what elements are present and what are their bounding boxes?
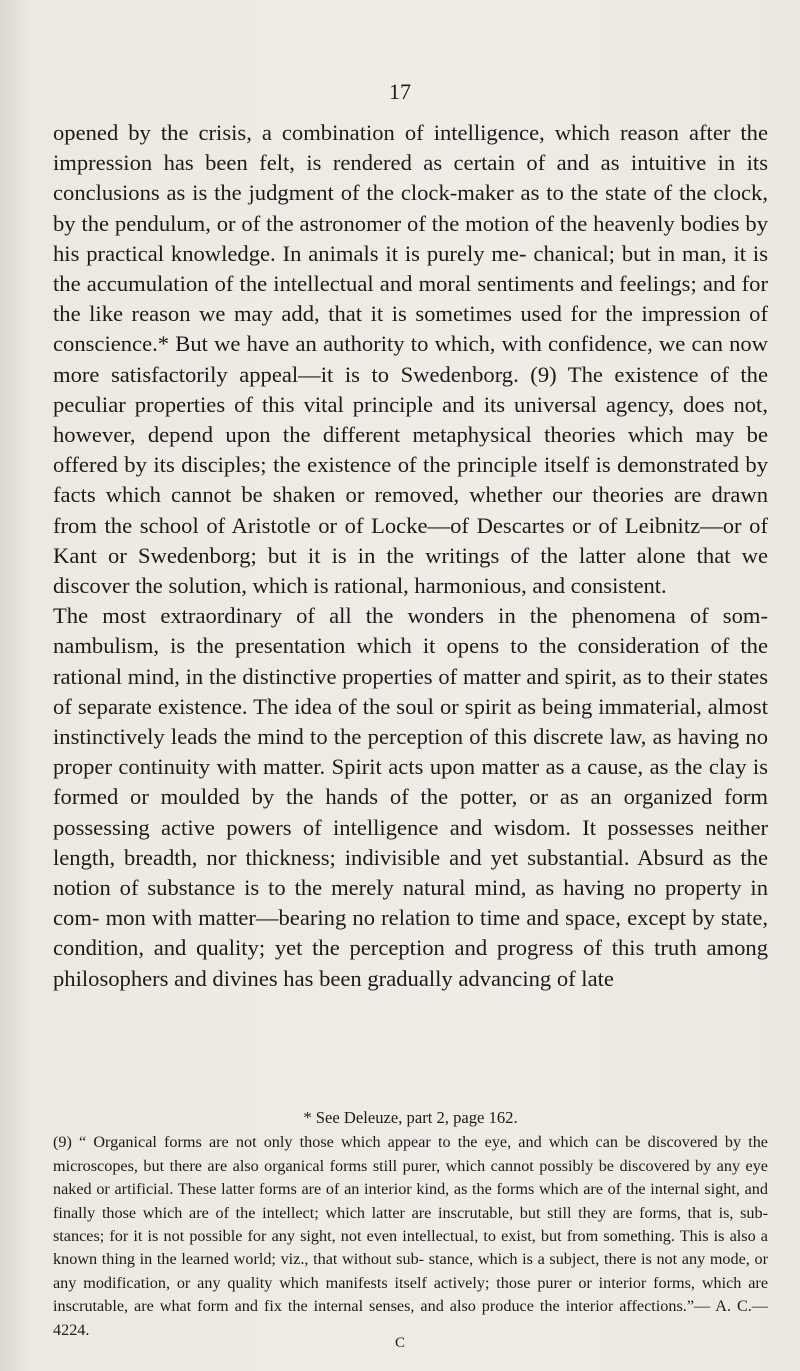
signature-mark: C: [394, 1335, 405, 1351]
paragraph-1: opened by the crisis, a combination of intelligence, which reason after the impression has been felt, is rendered as certain of and as intuitive in its conclusions as is the judgment of the clock-maker as to the state of the clock, by the pendulum, or of the astronomer of the motion of the heavenly bodies by his practical knowledge. In animals it is purely me- chanical; but in man, it is the accumulation of the intellectual and moral sentiments and feelings; and for the like reason we may add, that it is sometimes used for the impression of conscience.* But we have an authority to which, with confidence, we can now more satisfactorily appeal—it is to Swedenborg. (9) The existence of the peculiar properties of this vital principle and its universal agency, does not, however, depend upon the different metaphysical theories which may be offered by its disciples; the existence of the principle itself is demonstrated by facts which cannot be shaken or removed, whether our theories are drawn from the school of Aristotle or of Locke—of Descartes or of Leibnitz—or of Kant or Swedenborg; but it is in the writings of the latter alone that we discover the solution, which is rational, harmonious, and consistent.: [53, 120, 768, 599]
page-number: 17: [389, 79, 411, 104]
footnote-9: (9) “ Organical forms are not only those which appear to the eye, and which can be discovered by the microscopes, but there are also organical forms still purer, which cannot possibly be discovered by any eye naked or artificial. These latter forms are of an interior kind, as the forms which are of the internal sight, and finally those which are of the intellect; which latter are inscrutable, but still they are forms, that is, sub- stances; for it is not possible for any sight, not even intellectual, to exist, but from something. This is also a known thing in the learned world; viz., that without sub- stance, which is a subject, there is not any mode, or any modification, or any quality which manifests itself actively; those purer or interior forms, which are inscrutable, are what form and fix the internal senses, and also produce the interior affections.”— A. C.—4224.: [53, 1133, 768, 1339]
footnote-star: * See Deleuze, part 2, page 162.: [303, 1108, 518, 1127]
main-text: [53, 118, 768, 994]
footnotes: [53, 1106, 768, 1342]
paragraph-2: The most extraordinary of all the wonders in the phenomena of som- nambulism, is the presentation which it opens to the consideration of the rational mind, in the distinctive properties of matter and spirit, as to their states of separate existence. The idea of the soul or spirit as being immaterial, almost instinctively leads the mind to the perception of this discrete law, as having no proper continuity with matter. Spirit acts upon matter as a cause, as the clay is formed or moulded by the hands of the potter, or as an organized form possessing active powers of intelligence and wisdom. It possesses neither length, breadth, nor thickness; indivisible and yet substantial. Absurd as the notion of substance is to the merely natural mind, as having no property in com- mon with matter—bearing no relation to time and space, except by state, condition, and quality; yet the perception and progress of this truth among philosophers and divines has been gradually advancing of late: [53, 603, 768, 991]
